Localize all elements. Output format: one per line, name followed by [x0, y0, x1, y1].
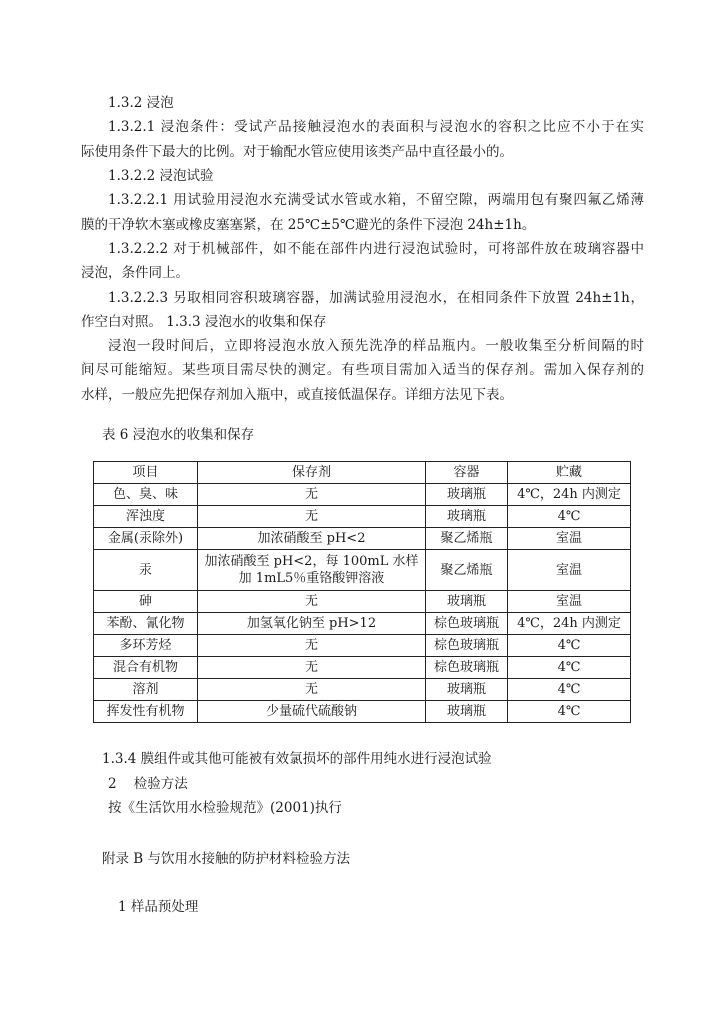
paragraph-1-3-3-line-1: 浸泡一段时间后，立即将浸泡水放入预先洗净的样品瓶内。一般收集至分析间隔的时 [108, 338, 644, 354]
section-heading-1-sample-pretreatment: 1 样品预处理 [118, 899, 199, 915]
cell-preservative: 无 [198, 591, 426, 613]
cell-item: 混合有机物 [94, 657, 198, 679]
cell-item: 金属(汞除外) [94, 528, 198, 550]
cell-item: 浑浊度 [94, 506, 198, 528]
paragraph-1-3-2-1-line-2: 际使用条件下最大的比例。对于输配水管应使用该类产品中直径最小的。 [81, 144, 513, 160]
paragraph-1-3-2-2-1-line-1: 1.3.2.2.1 用试验用浸泡水充满受试水管或水箱，不留空隙，两端用包有聚四氟乙烯薄 [108, 192, 644, 208]
table-row [94, 528, 631, 550]
header-container: 容器 [426, 462, 508, 484]
paragraph-1-3-2-1-line-1: 1.3.2.1 浸泡条件：受试产品接触浸泡水的表面积与浸泡水的容积之比应不小于在实 [108, 119, 644, 135]
table-header-row [94, 462, 631, 484]
cell-container: 玻璃瓶 [426, 506, 508, 528]
paragraph-1-3-3-line-2: 间尽可能缩短。某些项目需尽快的测定。有些项目需加入适当的保存剂。需加入保存剂的 [81, 362, 644, 378]
cell-container: 棕色玻璃瓶 [426, 657, 508, 679]
cell-storage: 室温 [508, 550, 631, 591]
cell-item: 挥发性有机物 [94, 701, 198, 723]
cell-storage: 4℃ [508, 701, 631, 723]
cell-container: 玻璃瓶 [426, 591, 508, 613]
cell-preservative: 加浓硝酸至 pH<2，每 100mL 水样加 1mL5％重铬酸钾溶液 [198, 550, 426, 591]
cell-storage: 4℃，24h 内测定 [508, 613, 631, 635]
cell-container: 玻璃瓶 [426, 701, 508, 723]
table-row [94, 550, 631, 591]
header-item: 项目 [94, 462, 198, 484]
section-heading-1-3-2: 1.3.2 浸泡 [108, 95, 174, 111]
cell-preservative: 无 [198, 657, 426, 679]
table-row [94, 679, 631, 701]
cell-item: 苯酚、氰化物 [94, 613, 198, 635]
section-heading-2: 2 检验方法 [108, 776, 188, 792]
cell-container: 聚乙烯瓶 [426, 550, 508, 591]
paragraph-1-3-3-line-3: 水样，一般应先把保存剂加入瓶中，或直接低温保存。详细方法见下表。 [81, 387, 513, 403]
cell-preservative: 加氢氧化钠至 pH>12 [198, 613, 426, 635]
cell-storage: 室温 [508, 528, 631, 550]
paragraph-2: 按《生活饮用水检验规范》(2001)执行 [108, 800, 342, 816]
cell-preservative: 无 [198, 484, 426, 506]
section-heading-1-3-2-2: 1.3.2.2 浸泡试验 [108, 168, 214, 184]
paragraph-1-3-4: 1.3.4 膜组件或其他可能被有效氯损坏的部件用纯水进行浸泡试验 [102, 751, 492, 767]
paragraph-1-3-2-2-3-line-2: 作空白对照。 1.3.3 浸泡水的收集和保存 [81, 314, 327, 330]
cell-storage: 4℃ [508, 506, 631, 528]
cell-preservative: 无 [198, 635, 426, 657]
cell-storage: 4℃，24h 内测定 [508, 484, 631, 506]
cell-container: 玻璃瓶 [426, 679, 508, 701]
cell-preservative: 加浓硝酸至 pH<2 [198, 528, 426, 550]
cell-item: 溶剂 [94, 679, 198, 701]
cell-item: 色、臭、味 [94, 484, 198, 506]
cell-storage: 4℃ [508, 635, 631, 657]
cell-item: 汞 [94, 550, 198, 591]
table-row [94, 657, 631, 679]
table-row [94, 484, 631, 506]
table-row [94, 591, 631, 613]
paragraph-1-3-2-2-1-line-2: 膜的干净软木塞或橡皮塞塞紧，在 25℃±5℃避光的条件下浸泡 24h±1h。 [81, 217, 536, 233]
paragraph-1-3-2-2-2-line-1: 1.3.2.2.2 对于机械部件，如不能在部件内进行浸泡试验时，可将部件放在玻璃容器中 [108, 241, 644, 257]
cell-container: 棕色玻璃瓶 [426, 613, 508, 635]
cell-item: 砷 [94, 591, 198, 613]
paragraph-1-3-2-2-3-line-1: 1.3.2.2.3 另取相同容积玻璃容器，加满试验用浸泡水，在相同条件下放置 24h±1h， [108, 290, 644, 306]
cell-preservative: 少量硫代硫酸钠 [198, 701, 426, 723]
cell-preservative: 无 [198, 506, 426, 528]
table-caption: 表 6 浸泡水的收集和保存 [102, 427, 255, 443]
cell-container: 聚乙烯瓶 [426, 528, 508, 550]
header-preservative: 保存剂 [198, 462, 426, 484]
appendix-b-title: 附录 B 与饮用水接触的防护材料检验方法 [102, 851, 351, 867]
table-row [94, 701, 631, 723]
cell-storage: 4℃ [508, 679, 631, 701]
preservation-table [93, 461, 631, 723]
cell-storage: 室温 [508, 591, 631, 613]
table-row [94, 613, 631, 635]
cell-container: 玻璃瓶 [426, 484, 508, 506]
header-storage: 贮藏 [508, 462, 631, 484]
table-row [94, 506, 631, 528]
cell-preservative: 无 [198, 679, 426, 701]
cell-storage: 4℃ [508, 657, 631, 679]
cell-item: 多环芳烃 [94, 635, 198, 657]
table-row [94, 635, 631, 657]
cell-container: 棕色玻璃瓶 [426, 635, 508, 657]
paragraph-1-3-2-2-2-line-2: 浸泡，条件同上。 [81, 265, 189, 281]
